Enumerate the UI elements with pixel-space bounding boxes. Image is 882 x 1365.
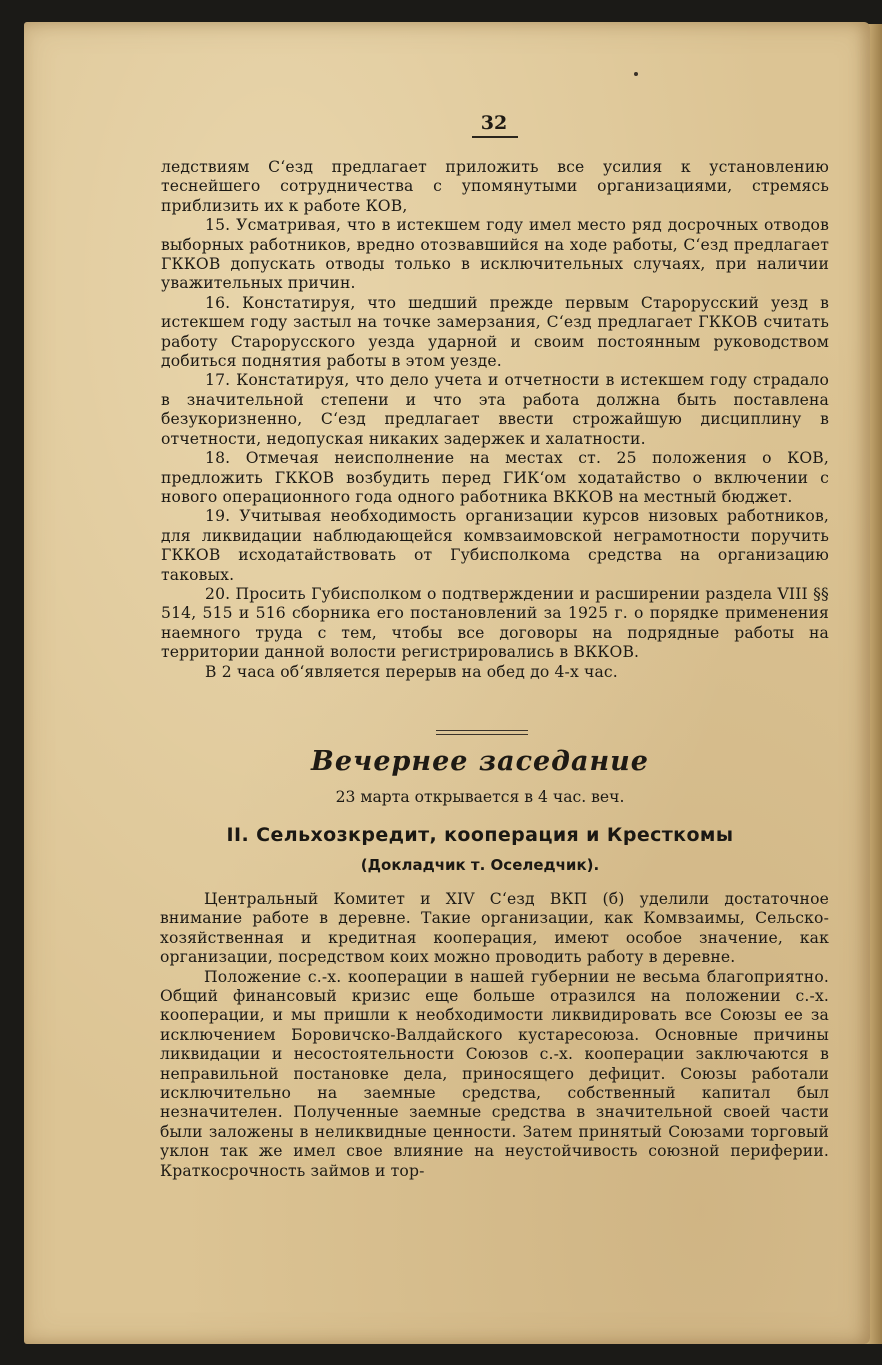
section-title: Вечернее заседание xyxy=(311,746,649,777)
paragraph-item-16: 16. Констатируя, что шедший прежде первым Старорусский уезд в истекшем году застыл на точке замерзания, С‘езд предлагает ГККОВ считать работу Старорусского уезда ударной и своим постоянным руководством добиться поднятия работы в этом уезде. xyxy=(161,293,829,371)
report-paragraph-1: Центральный Комитет и XIV С‘езд ВКП (б) уделили достаточное внимание работе в деревне. Такие организации, как Комвзаимы, Сельско-хозяйственная и кредитная кооперация, имеют особое значение, как организации, посредством коих можно проводить работу в деревне. xyxy=(160,890,829,967)
report-text xyxy=(160,890,829,1181)
paragraph-continuation: ледствиям С‘езд предлагает приложить все усилия к установлению теснейшего сотрудничества с упомянутыми организациями, стремясь приблизить их к работе КОВ, xyxy=(161,158,829,215)
paragraph-item-19: 19. Учитывая необходимость организации курсов низовых работников, для ликвидации наблюдающейся комвзаимовской неграмотности поручить ГККОВ исходатайствовать от Губисполкома средства на организацию таковых. xyxy=(161,507,829,584)
resolution-text xyxy=(161,158,829,682)
agenda-heading: II. Сельхозкредит, кооперация и Кресткомы xyxy=(226,824,734,846)
page-number-underline xyxy=(472,136,518,138)
paragraph-item-15: 15. Усматривая, что в истекшем году имел место ряд досрочных отводов выборных работников, вредно отозвавшийся на ходе работы, С‘езд предлагает ГККОВ допускать отводы только в исключительных случаях, при наличии уважительных причин. xyxy=(161,216,829,293)
page-number: 32 xyxy=(480,112,508,134)
section-divider xyxy=(436,730,528,735)
speaker-line: (Докладчик т. Оселедчик). xyxy=(360,856,600,874)
paragraph-item-18: 18. Отмечая неисполнение на местах ст. 25 положения о КОВ, предложить ГККОВ возбудить перед ГИК‘ом ходатайство о включении с нового операционного года одного работника ВККОВ на местный бюджет. xyxy=(161,449,829,506)
paragraph-break-announcement: В 2 часа об‘является перерыв на обед до 4-х час. xyxy=(205,662,618,681)
paper-speck xyxy=(634,72,638,76)
paragraph-item-17: 17. Констатируя, что дело учета и отчетности в истекшем году страдало в значительной степени и что эта работа должна быть поставлена безукоризненно, С‘езд предлагает ввести строжайшую дисциплину в отчетности, недопуская никаких задержек и халатности. xyxy=(161,371,829,448)
session-date: 23 марта открывается в 4 час. веч. xyxy=(335,788,625,806)
paragraph-item-20: 20. Просить Губисполком о подтверждении и расширении раздела VIII §§ 514, 515 и 516 сборника его постановлений за 1925 г. о порядке применения наемного труда с тем, чтобы все договоры на подрядные работы на территории данной волости регистрировались в ВККОВ. xyxy=(161,584,829,662)
report-paragraph-2: Положение с.-х. кооперации в нашей губернии не весьма благоприятно. Общий финансовый кризис еще больше отразился на положении с.-х. кооперации, и мы пришли к необходимости ликвидировать все Союзы ее за исключением Боровичско-Валдайского кустаресоюза. Основные причины ликвидации и несостоятельности Союзов с.-х. кооперации заключаются в неправильной постановке дела, приносящего дефицит. Союзы работали исключительно на заемные средства, собственный капитал был незначителен. Полученные заемные средства в значительной своей части были заложены в неликвидные ценности. Затем принятый Союзами торговый уклон так же имел свое влияние на неустойчивость союзной периферии. Краткосрочность займов и тор- xyxy=(160,967,829,1180)
